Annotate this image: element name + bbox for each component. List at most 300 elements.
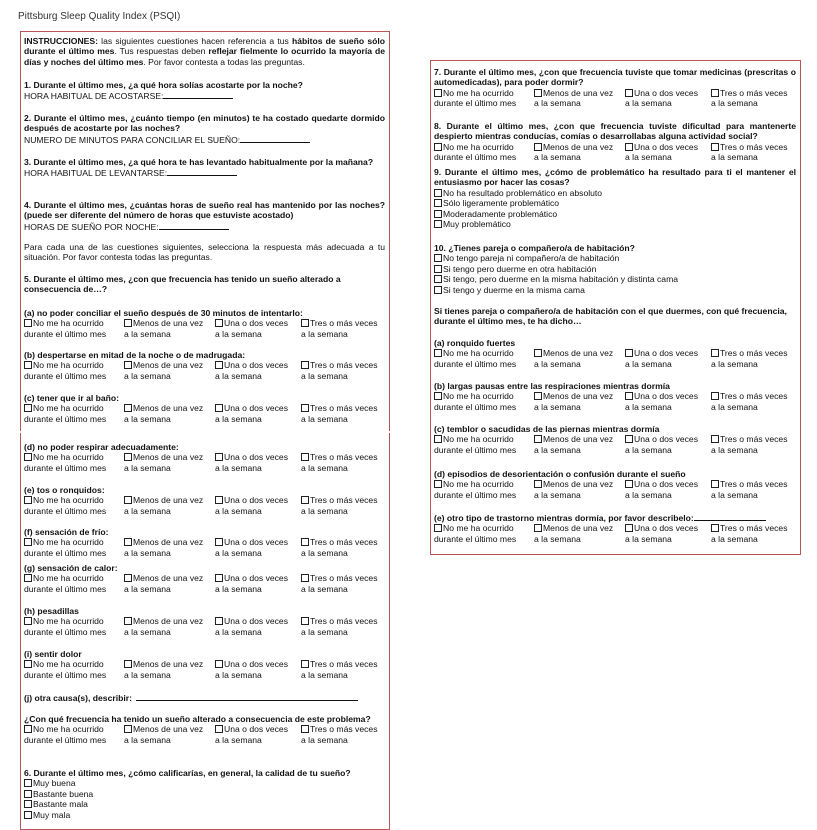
checkbox-icon [24, 725, 32, 733]
checkbox-icon [215, 617, 223, 625]
text-label: Una o dos veces [224, 360, 289, 371]
option-less-weekly[interactable] [124, 724, 215, 745]
text-label: (g) sensación de calor: [24, 563, 118, 573]
checkbox-icon [534, 392, 542, 400]
text-label: a la semana [124, 370, 171, 381]
option-less-weekly[interactable] [534, 348, 625, 369]
option-less-weekly[interactable] [124, 318, 215, 339]
text-label: a la semana [534, 98, 581, 109]
option-three-plus-weekly[interactable] [711, 523, 801, 544]
text-label: 5. Durante el último mes, ¿con que frecuencia has tenido un sueño alterado a consecuencia de…? [24, 274, 341, 295]
option-once-twice-weekly[interactable] [215, 360, 301, 381]
option-very-bad[interactable] [24, 810, 385, 820]
checkbox-icon [24, 538, 32, 546]
question-5h [24, 606, 385, 637]
text-label: No me ha ocurrido [33, 537, 104, 548]
text-label: Una o dos veces [224, 616, 289, 627]
question-5b [24, 350, 385, 381]
text-label: No me ha ocurrido [443, 391, 514, 402]
text-label: Muy buena [33, 778, 76, 789]
text-label: durante el último mes [24, 734, 107, 745]
checkbox-icon [434, 286, 442, 294]
other-cause-input[interactable] [136, 692, 358, 701]
text-label: No me ha ocurrido [443, 479, 514, 490]
checkbox-icon [124, 453, 132, 461]
option-once-twice-weekly[interactable] [215, 616, 301, 637]
option-three-plus-weekly[interactable] [301, 616, 391, 637]
text-label: a la semana [215, 734, 262, 745]
checkbox-icon [301, 617, 309, 625]
sleep-hours-input[interactable] [159, 221, 229, 230]
option-less-weekly[interactable] [534, 88, 625, 109]
option-never[interactable] [24, 659, 124, 680]
checkbox-icon [434, 265, 442, 273]
text-label: a la semana [534, 401, 581, 412]
other-disorder-input[interactable] [694, 512, 766, 521]
option-never[interactable] [24, 403, 124, 424]
text-label: 10. ¿Tienes pareja o compañero/a de habitación? [434, 243, 635, 253]
option-less-weekly[interactable] [124, 537, 215, 558]
checkbox-icon [124, 496, 132, 504]
text-label: No me ha ocurrido [443, 87, 514, 98]
option-three-plus-weekly[interactable] [711, 391, 801, 412]
text-label: No me ha ocurrido [33, 659, 104, 670]
option-fairly-bad[interactable] [24, 799, 385, 809]
text-label: No me ha ocurrido [33, 360, 104, 371]
text-label: a la semana [124, 626, 171, 637]
option-less-weekly[interactable] [124, 659, 215, 680]
checkbox-icon [24, 790, 32, 798]
text-label: Menos de una vez [543, 523, 614, 534]
option-once-twice-weekly[interactable] [625, 88, 711, 109]
wake-time-input[interactable] [167, 167, 237, 176]
text-label: (c) tener que ir al baño: [24, 393, 120, 403]
checkbox-icon [215, 319, 223, 327]
question-5 [24, 274, 385, 295]
text-label: No me ha ocurrido [443, 434, 514, 445]
text-label: Menos de una vez [133, 318, 204, 329]
checkbox-icon [434, 392, 442, 400]
question-9 [434, 167, 796, 229]
option-three-plus-weekly[interactable] [301, 360, 391, 381]
checkbox-icon [711, 524, 719, 532]
checkbox-icon [301, 361, 309, 369]
text-label: Tres o más veces [720, 348, 788, 359]
option-three-plus-weekly[interactable] [711, 348, 801, 369]
text-label: HORAS DE SUEÑO POR NOCHE: [24, 221, 159, 232]
text-label: No me ha ocurrido [33, 318, 104, 329]
checkbox-icon [24, 496, 32, 504]
text-label: a la semana [124, 734, 171, 745]
text-label: durante el último mes [24, 547, 107, 558]
question-10 [434, 243, 796, 295]
checkbox-icon [434, 275, 442, 283]
checkbox-icon [124, 617, 132, 625]
text-label: 9. Durante el último mes, ¿cómo de problemático ha resultado para ti el mantener el entusiasmo por hacer las cosas? [434, 167, 796, 188]
option-partner-other-room[interactable] [434, 264, 796, 274]
option-less-weekly[interactable] [534, 434, 625, 455]
text-label: No me ha ocurrido [443, 141, 514, 152]
text-label: durante el último mes [434, 401, 517, 412]
option-slightly-problematic[interactable] [434, 198, 796, 208]
text-label: a la semana [215, 462, 262, 473]
checkbox-icon [24, 574, 32, 582]
option-not-problematic[interactable] [434, 188, 796, 198]
text-label: Tres o más veces [310, 318, 378, 329]
text-label: durante el último mes [24, 328, 107, 339]
checkbox-icon [434, 220, 442, 228]
option-fairly-good[interactable] [24, 789, 385, 799]
checkbox-icon [534, 435, 542, 443]
option-once-twice-weekly[interactable] [215, 537, 301, 558]
checkbox-icon [24, 453, 32, 461]
option-once-twice-weekly[interactable] [625, 142, 711, 163]
option-three-plus-weekly[interactable] [711, 88, 801, 109]
option-three-plus-weekly[interactable] [711, 142, 801, 163]
option-never[interactable] [24, 573, 124, 594]
text-label: Una o dos veces [224, 573, 289, 584]
text-label: Muy problemático [443, 219, 511, 230]
option-never[interactable] [24, 724, 124, 745]
question-5j [24, 692, 385, 703]
checkbox-icon [534, 349, 542, 357]
option-no-partner[interactable] [434, 253, 796, 263]
option-three-plus-weekly[interactable] [301, 573, 391, 594]
text-label: Si tengo pero duerme en otra habitación [443, 263, 597, 274]
text-label: a la semana [625, 444, 672, 455]
option-never[interactable] [434, 88, 534, 109]
option-never[interactable] [24, 360, 124, 381]
text-label: Una o dos veces [224, 403, 289, 414]
partner-question-e [434, 512, 796, 544]
text-label: a la semana [215, 583, 262, 594]
text-label: las siguientes cuestiones hacen referencia a tus [98, 36, 292, 46]
text-label: Menos de una vez [543, 479, 614, 490]
text-label: durante el último mes [434, 444, 517, 455]
question-5-frequency [24, 714, 385, 745]
checkbox-icon [24, 361, 32, 369]
option-once-twice-weekly[interactable] [215, 318, 301, 339]
checkbox-icon [711, 435, 719, 443]
text-label: a la semana [124, 547, 171, 558]
checkbox-icon [625, 435, 633, 443]
checkbox-icon [24, 404, 32, 412]
option-once-twice-weekly[interactable] [625, 348, 711, 369]
option-three-plus-weekly[interactable] [301, 659, 391, 680]
text-label: Tres o más veces [720, 479, 788, 490]
text-label: No me ha ocurrido [33, 573, 104, 584]
question-6 [24, 768, 385, 820]
text-label: 6. Durante el último mes, ¿cómo calificarías, en general, la calidad de tu sueño? [24, 768, 351, 778]
checkbox-icon [24, 319, 32, 327]
checkbox-icon [24, 779, 32, 787]
text-label: Tres o más veces [310, 537, 378, 548]
text-label: hábitos de sueño sólo durante el último mes [24, 36, 385, 57]
option-less-weekly[interactable] [534, 391, 625, 412]
checkbox-icon [124, 319, 132, 327]
text-label: a la semana [534, 533, 581, 544]
text-label: (a) ronquido fuertes [434, 338, 516, 348]
text-label: durante el último mes [24, 370, 107, 381]
text-label: Tres o más veces [310, 724, 378, 735]
partner-intro [434, 306, 796, 327]
option-never[interactable] [434, 391, 534, 412]
text-label: 3. Durante el último mes, ¿a qué hora te has levantado habitualmente por la mañana? [24, 157, 374, 167]
text-label: Menos de una vez [133, 573, 204, 584]
question-5i [24, 649, 385, 680]
text-label: a la semana [301, 669, 348, 680]
text-label: NUMERO DE MINUTOS PARA CONCILIAR EL SUEÑO: [24, 134, 241, 145]
text-label: a la semana [215, 669, 262, 680]
checkbox-icon [434, 189, 442, 197]
text-label: (d) no poder respirar adecuadamente: [24, 442, 179, 452]
checkbox-icon [124, 404, 132, 412]
checkbox-icon [434, 89, 442, 97]
text-label: (i) sentir dolor [24, 649, 82, 659]
checkbox-icon [625, 143, 633, 151]
text-label: a la semana [534, 358, 581, 369]
question-4 [24, 200, 385, 232]
checkbox-icon [215, 725, 223, 733]
text-label: Menos de una vez [543, 87, 614, 98]
text-label: Una o dos veces [634, 434, 699, 445]
text-label: (h) pesadillas [24, 606, 79, 616]
text-label: a la semana [711, 152, 758, 163]
text-label: Si tienes pareja o compañero/a de habitación con el que duermes, con qué frecuencia, durante el último mes, te ha dicho… [434, 306, 787, 327]
option-once-twice-weekly[interactable] [625, 479, 711, 500]
checkbox-icon [124, 361, 132, 369]
option-never[interactable] [434, 523, 534, 544]
text-label: a la semana [711, 489, 758, 500]
text-label: Si tengo, pero duerme en la misma habitación y distinta cama [443, 274, 679, 285]
checkbox-icon [711, 392, 719, 400]
text-label: durante el último mes [434, 358, 517, 369]
text-label: a la semana [215, 328, 262, 339]
option-less-weekly[interactable] [124, 452, 215, 473]
text-label: a la semana [711, 358, 758, 369]
checkbox-icon [534, 524, 542, 532]
text-label: No me ha ocurrido [33, 403, 104, 414]
checkbox-icon [711, 143, 719, 151]
option-never[interactable] [24, 318, 124, 339]
checkbox-icon [534, 143, 542, 151]
question-5g [24, 563, 385, 594]
question-8 [434, 121, 796, 163]
option-three-plus-weekly[interactable] [301, 495, 391, 516]
question-3 [24, 157, 385, 179]
option-less-weekly[interactable] [534, 523, 625, 544]
text-label: Una o dos veces [634, 87, 699, 98]
option-once-twice-weekly[interactable] [215, 573, 301, 594]
option-once-twice-weekly[interactable] [625, 434, 711, 455]
text-label: Una o dos veces [634, 391, 699, 402]
checkbox-icon [215, 453, 223, 461]
option-once-twice-weekly[interactable] [215, 495, 301, 516]
text-label: a la semana [534, 152, 581, 163]
option-once-twice-weekly[interactable] [215, 452, 301, 473]
option-less-weekly[interactable] [534, 479, 625, 500]
option-partner-same-room-other-bed[interactable] [434, 274, 796, 284]
option-less-weekly[interactable] [124, 573, 215, 594]
option-less-weekly[interactable] [124, 616, 215, 637]
checkbox-icon [434, 524, 442, 532]
question-5f [24, 527, 385, 558]
text-label: a la semana [301, 462, 348, 473]
text-label: durante el último mes [434, 98, 517, 109]
text-label: a la semana [215, 547, 262, 558]
checkbox-icon [215, 404, 223, 412]
option-three-plus-weekly[interactable] [301, 537, 391, 558]
option-less-weekly[interactable] [124, 495, 215, 516]
text-label: durante el último mes [434, 152, 517, 163]
question-5a [24, 308, 385, 339]
text-label: a la semana [711, 98, 758, 109]
checkbox-icon [215, 538, 223, 546]
option-never[interactable] [434, 434, 534, 455]
text-label: a la semana [625, 152, 672, 163]
text-label: a la semana [124, 462, 171, 473]
checkbox-icon [625, 480, 633, 488]
option-three-plus-weekly[interactable] [711, 479, 801, 500]
text-label: a la semana [625, 533, 672, 544]
text-label: durante el último mes [24, 413, 107, 424]
text-label: Una o dos veces [224, 495, 289, 506]
text-label: Menos de una vez [133, 403, 204, 414]
text-label: a la semana [711, 533, 758, 544]
text-label: Una o dos veces [224, 659, 289, 670]
checkbox-icon [434, 143, 442, 151]
text-label: . Tus respuestas deben [114, 46, 209, 57]
question-5d [24, 442, 385, 473]
option-three-plus-weekly[interactable] [711, 434, 801, 455]
text-label: Tres o más veces [720, 434, 788, 445]
checkbox-icon [215, 574, 223, 582]
text-label: Tres o más veces [310, 452, 378, 463]
option-never[interactable] [24, 537, 124, 558]
text-label: (c) temblor o sacudidas de las piernas mientras dormía [434, 424, 660, 434]
text-label: No tengo pareja ni compañero/a de habitación [443, 253, 620, 264]
minutes-input[interactable] [240, 134, 310, 143]
checkbox-icon [301, 496, 309, 504]
option-never[interactable] [434, 479, 534, 500]
text-label: a la semana [534, 489, 581, 500]
option-three-plus-weekly[interactable] [301, 724, 391, 745]
option-once-twice-weekly[interactable] [215, 403, 301, 424]
option-once-twice-weekly[interactable] [625, 391, 711, 412]
text-label: No me ha ocurrido [33, 724, 104, 735]
text-label: (j) otra causa(s), describir: [24, 693, 132, 703]
text-label: a la semana [215, 413, 262, 424]
checkbox-icon [124, 538, 132, 546]
checkbox-icon [434, 435, 442, 443]
checkbox-icon [434, 480, 442, 488]
right-panel [430, 60, 801, 555]
partner-question-d [434, 469, 796, 500]
text-label: Una o dos veces [224, 537, 289, 548]
left-panel-top [20, 31, 390, 431]
text-label: 8. Durante el último mes, ¿con que frecuencia tuviste dificultad para mantenerte despierto mientras conducías, comías o desarrollabas alguna actividad social? [434, 121, 796, 142]
text-label: a la semana [534, 444, 581, 455]
option-three-plus-weekly[interactable] [301, 403, 391, 424]
text-label: durante el último mes [24, 583, 107, 594]
text-label: Muy mala [33, 809, 71, 820]
question-1 [24, 80, 385, 102]
option-never[interactable] [24, 616, 124, 637]
text-label: Menos de una vez [133, 659, 204, 670]
option-never[interactable] [24, 452, 124, 473]
text-label: No ha resultado problemático en absoluto [443, 187, 603, 198]
option-never[interactable] [24, 495, 124, 516]
checkbox-icon [301, 404, 309, 412]
text-label: a la semana [301, 547, 348, 558]
text-label: Menos de una vez [133, 724, 204, 735]
option-moderately-problematic[interactable] [434, 209, 796, 219]
checkbox-icon [24, 660, 32, 668]
text-label: a la semana [124, 328, 171, 339]
question-5e [24, 485, 385, 516]
text-label: Tres o más veces [720, 87, 788, 98]
text-label: Menos de una vez [133, 616, 204, 627]
text-label: (b) largas pausas entre las respiraciones mientras dormía [434, 381, 670, 391]
checkbox-icon [24, 811, 32, 819]
option-very-problematic[interactable] [434, 219, 796, 229]
text-label: Una o dos veces [634, 348, 699, 359]
bedtime-input[interactable] [163, 90, 233, 99]
text-label: 2. Durante el último mes, ¿cuánto tiempo (en minutos) te ha costado quedarte dormido después de acostarte por las noches? [24, 113, 385, 134]
checkbox-icon [434, 254, 442, 262]
text-label: No me ha ocurrido [33, 452, 104, 463]
text-label: 1. Durante el último mes, ¿a qué hora solías acostarte por la noche? [24, 80, 303, 90]
text-label: No me ha ocurrido [33, 495, 104, 506]
text-label: (f) sensación de frío: [24, 527, 109, 537]
option-very-good[interactable] [24, 778, 385, 788]
text-label: durante el último mes [24, 462, 107, 473]
checkbox-icon [711, 89, 719, 97]
text-label: Tres o más veces [310, 573, 378, 584]
text-label: Una o dos veces [224, 318, 289, 329]
text-label: a la semana [301, 734, 348, 745]
option-never[interactable] [434, 142, 534, 163]
text-label: No me ha ocurrido [443, 523, 514, 534]
option-once-twice-weekly[interactable] [215, 659, 301, 680]
option-partner-same-bed[interactable] [434, 285, 796, 295]
option-three-plus-weekly[interactable] [301, 318, 391, 339]
text-label: Menos de una vez [133, 537, 204, 548]
text-label: a la semana [215, 626, 262, 637]
text-label: (e) tos o ronquidos: [24, 485, 105, 495]
document-title: Pittsburg Sleep Quality Index (PSQI) [18, 11, 181, 22]
text-label: ¿Con qué frecuencia ha tenido un sueño alterado a consecuencia de este problema? [24, 714, 371, 724]
option-less-weekly[interactable] [124, 360, 215, 381]
text-label: Una o dos veces [634, 141, 699, 152]
checkbox-icon [625, 524, 633, 532]
partner-question-a [434, 338, 796, 369]
option-less-weekly[interactable] [534, 142, 625, 163]
text-label: Bastante buena [33, 788, 94, 799]
option-three-plus-weekly[interactable] [301, 452, 391, 473]
option-once-twice-weekly[interactable] [215, 724, 301, 745]
option-once-twice-weekly[interactable] [625, 523, 711, 544]
text-label: (b) despertarse en mitad de la noche o de madrugada: [24, 350, 246, 360]
text-label: . Por favor contesta a todas las preguntas. [143, 56, 305, 67]
text-label: Menos de una vez [133, 452, 204, 463]
text-label: a la semana [301, 626, 348, 637]
option-less-weekly[interactable] [124, 403, 215, 424]
text-label: a la semana [711, 444, 758, 455]
option-never[interactable] [434, 348, 534, 369]
checkbox-icon [301, 660, 309, 668]
checkbox-icon [301, 453, 309, 461]
